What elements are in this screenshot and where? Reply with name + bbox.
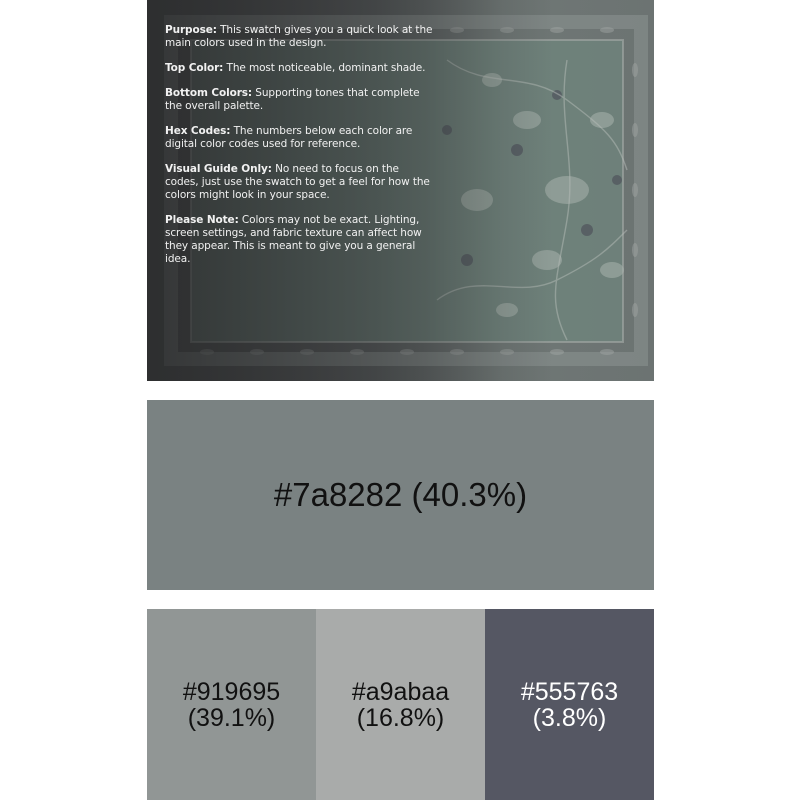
swatch-secondary-1 (147, 609, 316, 800)
swatch-percent: (16.8%) (356, 703, 445, 732)
swatch-percent: (3.8%) (532, 703, 607, 732)
info-bottom-colors: Bottom Colors: Supporting tones that complete the overall palette. (165, 87, 420, 112)
info-purpose: Purpose: This swatch gives you a quick look at the main colors used in the design. (165, 24, 433, 49)
swatch-dominant-label: #7a8282 (40.3%) (273, 476, 528, 513)
info-hex-codes: Hex Codes: The numbers below each color are digital color codes used for reference. (165, 125, 413, 150)
swatch-percent: (39.1%) (187, 703, 276, 732)
swatch-secondary-2 (316, 609, 485, 800)
info-top-color: Top Color: The most noticeable, dominant shade. (165, 62, 426, 74)
swatch-code: #555763 (520, 677, 619, 706)
swatch-dominant (147, 400, 654, 590)
swatch-code: #919695 (182, 677, 281, 706)
rug-photo (147, 0, 654, 381)
swatch-code: #a9abaa (351, 677, 450, 706)
info-visual-guide: Visual Guide Only: No need to focus on the codes, just use the swatch to get a feel for how the colors might look in your space. (165, 163, 430, 201)
info-please-note: Please Note: Colors may not be exact. Lighting, screen settings, and fabric texture can affect how they appear. This is meant to give you a general idea. (165, 214, 422, 265)
swatch-secondary-3 (485, 609, 654, 800)
swatch-info-text (165, 24, 433, 278)
